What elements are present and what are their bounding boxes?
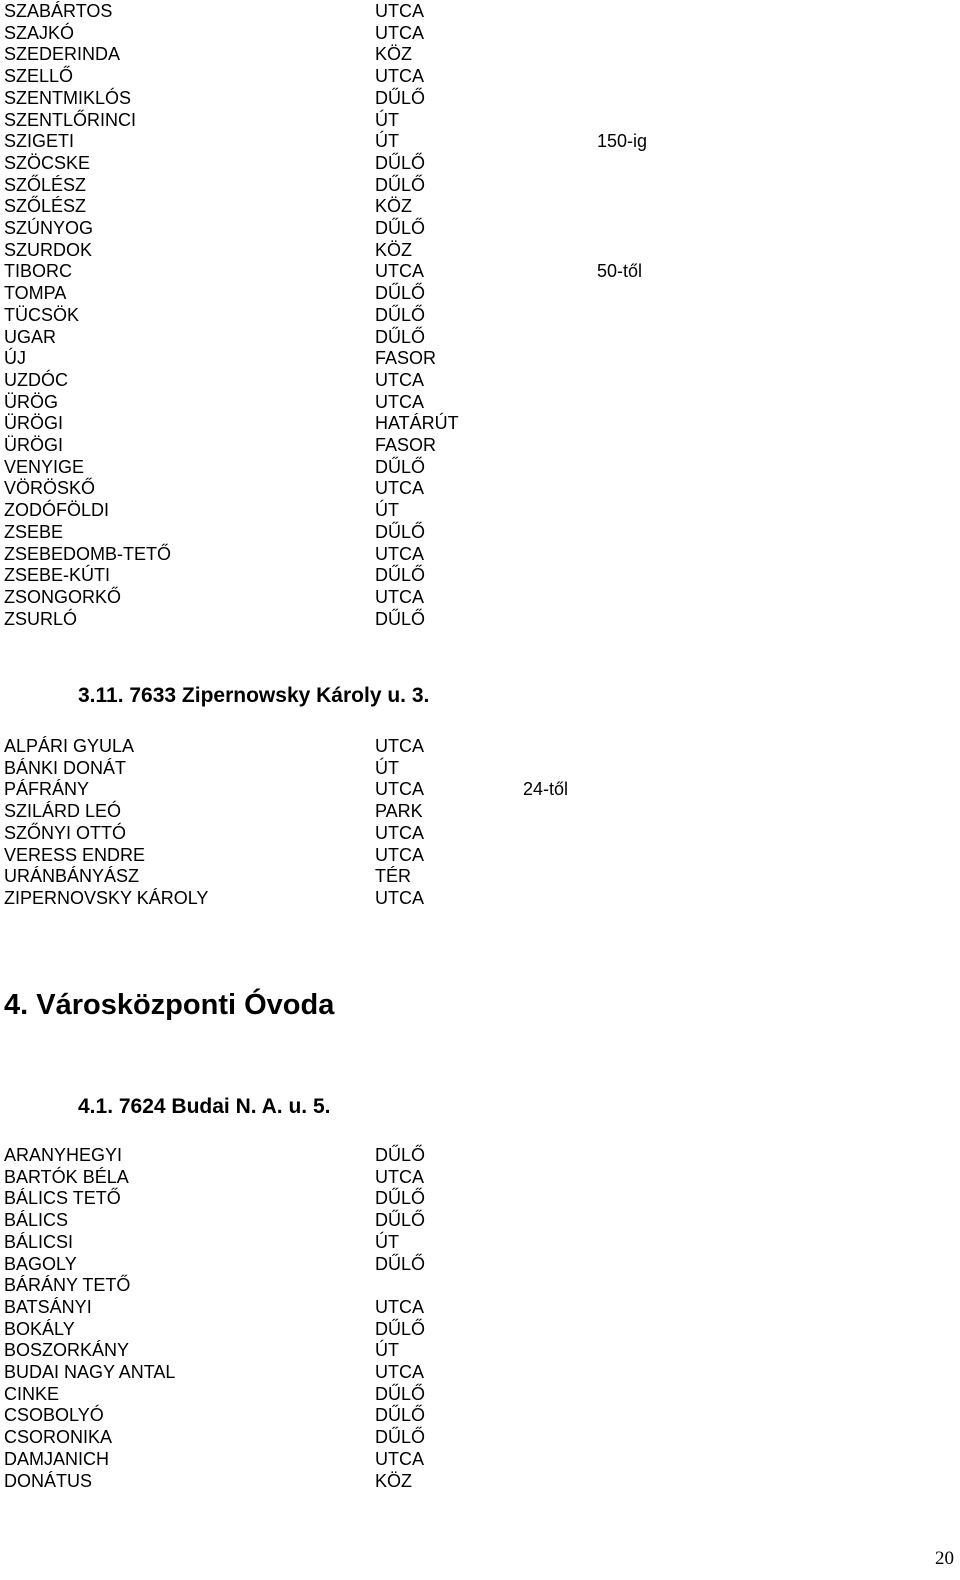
- street-type: DŰLŐ: [375, 218, 426, 238]
- page-number: 20: [935, 1548, 954, 1569]
- street-type: KÖZ: [375, 196, 413, 217]
- table-row: [0, 370, 960, 392]
- street-name: SZABÁRTOS: [4, 1, 113, 21]
- table-row: [0, 1167, 960, 1189]
- street-type: ÚT: [375, 1340, 399, 1361]
- street-name: ZSEBEDOMB-TETŐ: [4, 543, 172, 564]
- street-type: PARK: [375, 801, 423, 822]
- street-name: ÜRÖGI: [4, 435, 64, 455]
- street-type: DŰLŐ: [375, 456, 426, 477]
- street-type: UTCA: [375, 1, 424, 21]
- table-row: [0, 866, 960, 888]
- street-name: SZÚNYOG: [4, 218, 94, 238]
- table-row: [0, 1254, 960, 1276]
- table-row: [0, 283, 960, 305]
- street-type: DŰLŐ: [375, 1427, 426, 1448]
- street-type: ÚT: [375, 1231, 399, 1252]
- street-type: DŰLŐ: [375, 565, 426, 586]
- street-type: DŰLŐ: [375, 1145, 426, 1165]
- street-name: VERESS ENDRE: [4, 844, 146, 865]
- table-row: [0, 758, 960, 780]
- table-row: [0, 1275, 960, 1297]
- table-row: [0, 1427, 960, 1449]
- street-type: DŰLŐ: [375, 521, 426, 542]
- street-type: DŰLŐ: [375, 1405, 426, 1426]
- street-type: UTCA: [375, 822, 424, 843]
- house-number-range: 50-től: [597, 261, 643, 282]
- table-row: [0, 218, 960, 240]
- table-row: [0, 1145, 960, 1167]
- table-row: [0, 1405, 960, 1427]
- table-row: [0, 801, 960, 823]
- house-number-range: 24-től: [523, 779, 569, 800]
- table-row: [0, 175, 960, 197]
- street-name: UGAR: [4, 326, 57, 347]
- street-type: UTCA: [375, 1362, 424, 1382]
- street-type: UTCA: [375, 261, 424, 282]
- street-name: SZAJKÓ: [4, 22, 75, 43]
- street-type: DŰLŐ: [375, 304, 426, 325]
- table-row: [0, 196, 960, 218]
- street-type: DŰLŐ: [375, 326, 426, 347]
- street-type: KÖZ: [375, 1470, 413, 1491]
- street-name: BÁLICS TETŐ: [4, 1188, 121, 1209]
- street-name: ZSEBE-KÚTI: [4, 565, 111, 586]
- table-row: [0, 23, 960, 45]
- table-row: [0, 823, 960, 845]
- table-row: [0, 1210, 960, 1232]
- street-type: UTCA: [375, 66, 424, 87]
- street-type: FASOR: [375, 348, 437, 369]
- street-name: URÁNBÁNYÁSZ: [4, 866, 140, 887]
- table-row: [0, 1362, 960, 1384]
- table-row: [0, 1384, 960, 1406]
- table-row: [0, 1188, 960, 1210]
- table-row: [0, 110, 960, 132]
- table-row: [0, 392, 960, 414]
- street-name: SZŐLÉSZ: [4, 174, 87, 195]
- street-type: HATÁRÚT: [375, 413, 459, 434]
- street-type: UTCA: [375, 369, 424, 390]
- street-name: CINKE: [4, 1383, 60, 1404]
- street-name: BATSÁNYI: [4, 1296, 92, 1317]
- street-name: BÁRÁNY TETŐ: [4, 1275, 131, 1296]
- street-type: UTCA: [375, 779, 424, 800]
- table-row: [0, 500, 960, 522]
- street-name: SZURDOK: [4, 239, 93, 260]
- street-name: BOKÁLY: [4, 1318, 75, 1339]
- street-name: SZEDERINDA: [4, 44, 121, 65]
- table-row: [0, 1, 960, 23]
- street-name: ZSEBE: [4, 521, 64, 542]
- street-type: FASOR: [375, 435, 437, 455]
- street-type: DŰLŐ: [375, 1318, 426, 1339]
- street-name: ÜRÖGI: [4, 413, 64, 434]
- table-row: [0, 435, 960, 457]
- table-row: [0, 240, 960, 262]
- street-type: DŰLŐ: [375, 152, 426, 173]
- street-type: DŰLŐ: [375, 1383, 426, 1404]
- table-row: [0, 1340, 960, 1362]
- street-type: DŰLŐ: [375, 1253, 426, 1274]
- street-name: BÁLICSI: [4, 1231, 74, 1252]
- street-name: DONÁTUS: [4, 1470, 93, 1491]
- table-row: [0, 587, 960, 609]
- street-name: ÚJ: [4, 348, 26, 369]
- table-row: [0, 305, 960, 327]
- street-type: DŰLŐ: [375, 1188, 426, 1209]
- table-row: [0, 1297, 960, 1319]
- street-name: SZENTMIKLÓS: [4, 87, 132, 108]
- table-row: [0, 736, 960, 758]
- street-name: BOSZORKÁNY: [4, 1340, 130, 1361]
- street-type: TÉR: [375, 866, 411, 887]
- street-name: SZELLŐ: [4, 66, 74, 87]
- street-name: BARTÓK BÉLA: [4, 1166, 129, 1187]
- street-name: TIBORC: [4, 261, 73, 282]
- street-type: DŰLŐ: [375, 283, 426, 304]
- table-row: [0, 327, 960, 349]
- table-row: [0, 44, 960, 66]
- table-row: [0, 66, 960, 88]
- house-number-range: 150-ig: [597, 131, 648, 152]
- street-type: DŰLŐ: [375, 608, 426, 629]
- street-type: UTCA: [375, 391, 424, 412]
- street-name: SZILÁRD LEÓ: [4, 801, 122, 822]
- street-name: DAMJANICH: [4, 1448, 110, 1469]
- table-row: [0, 609, 960, 631]
- street-type: ÚT: [375, 131, 399, 152]
- street-type: KÖZ: [375, 239, 413, 260]
- table-row: [0, 1232, 960, 1254]
- street-name: SZŐLÉSZ: [4, 196, 87, 217]
- table-row: [0, 413, 960, 435]
- street-name: ÜRÖG: [4, 391, 58, 412]
- street-type: ÚT: [375, 500, 399, 521]
- street-name: CSORONIKA: [4, 1427, 113, 1448]
- street-type: UTCA: [375, 887, 424, 908]
- section-heading-4-1: 4.1. 7624 Budai N. A. u. 5.: [78, 1095, 331, 1118]
- street-name: ZODÓFÖLDI: [4, 500, 110, 521]
- street-name: SZŐNYI OTTÓ: [4, 822, 127, 843]
- street-type: UTCA: [375, 1166, 424, 1187]
- street-name: PÁFRÁNY: [4, 779, 90, 800]
- section-heading-3-11: 3.11. 7633 Zipernowsky Károly u. 3.: [78, 684, 430, 707]
- street-type: ÚT: [375, 757, 399, 778]
- street-name: SZÖCSKE: [4, 152, 91, 173]
- table-row: [0, 261, 960, 283]
- street-type: UTCA: [375, 543, 424, 564]
- street-type: KÖZ: [375, 44, 413, 65]
- street-name: ZIPERNOVSKY KÁROLY: [4, 887, 209, 908]
- table-row: [0, 131, 960, 153]
- table-row: [0, 845, 960, 867]
- table-row: [0, 348, 960, 370]
- street-name: ALPÁRI GYULA: [4, 736, 135, 756]
- table-row: [0, 1319, 960, 1341]
- table-row: [0, 1471, 960, 1493]
- street-type: DŰLŐ: [375, 174, 426, 195]
- table-row: [0, 888, 960, 910]
- table-row: [0, 544, 960, 566]
- street-name: ARANYHEGYI: [4, 1145, 123, 1165]
- street-type: DŰLŐ: [375, 87, 426, 108]
- street-type: ÚT: [375, 109, 399, 130]
- street-name: BAGOLY: [4, 1253, 77, 1274]
- table-row: [0, 478, 960, 500]
- street-type: UTCA: [375, 844, 424, 865]
- street-name: BUDAI NAGY ANTAL: [4, 1362, 176, 1382]
- street-name: ZSONGORKŐ: [4, 586, 122, 607]
- street-name: VENYIGE: [4, 456, 85, 477]
- table-row: [0, 153, 960, 175]
- table-row: [0, 565, 960, 587]
- street-name: TOMPA: [4, 283, 67, 304]
- table-row: [0, 88, 960, 110]
- table-row: [0, 779, 960, 801]
- street-name: VÖRÖSKŐ: [4, 478, 96, 499]
- street-name: TÜCSÖK: [4, 304, 80, 325]
- street-type: UTCA: [375, 1296, 424, 1317]
- street-type: UTCA: [375, 478, 424, 499]
- street-name: BÁLICS: [4, 1210, 69, 1231]
- street-name: BÁNKI DONÁT: [4, 757, 127, 778]
- table-row: [0, 457, 960, 479]
- street-type: UTCA: [375, 736, 424, 756]
- street-type: UTCA: [375, 1448, 424, 1469]
- chapter-heading-4: 4. Városközponti Óvoda: [4, 989, 335, 1021]
- street-type: DŰLŐ: [375, 1210, 426, 1231]
- street-name: SZIGETI: [4, 131, 75, 152]
- table-row: [0, 1449, 960, 1471]
- street-name: SZENTLŐRINCI: [4, 109, 137, 130]
- street-type: UTCA: [375, 586, 424, 607]
- street-name: CSOBOLYÓ: [4, 1405, 104, 1426]
- street-type: UTCA: [375, 22, 424, 43]
- table-row: [0, 522, 960, 544]
- street-name: UZDÓC: [4, 369, 68, 390]
- street-name: ZSURLÓ: [4, 608, 78, 629]
